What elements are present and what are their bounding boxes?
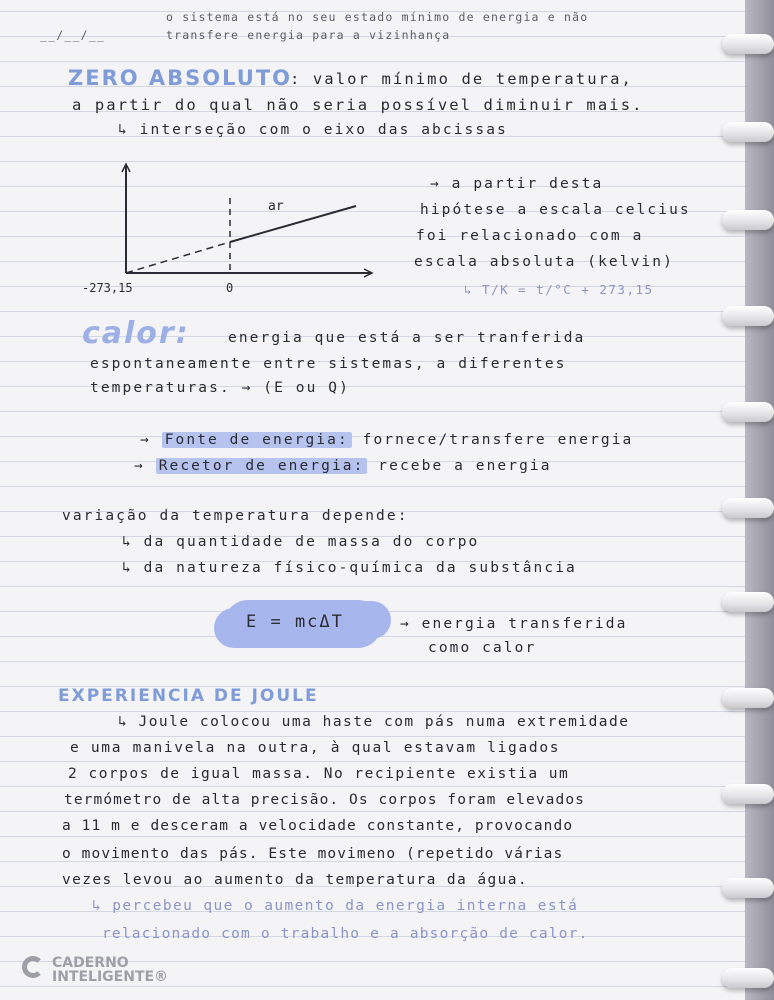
calor-def-2: espontaneamente entre sistemas, a diferentes [90, 356, 567, 372]
joule-conclusion-1: ↳ percebeu que o aumento da energia interna está [92, 898, 579, 914]
fonte-text: fornece/transfere energia [362, 432, 634, 448]
graph-note-3: foi relacionado com a [416, 228, 644, 244]
date-line: __/__/__ [40, 28, 105, 42]
binder-ring [722, 878, 774, 898]
arrow-right-icon: → [140, 432, 151, 448]
binder-ring [722, 688, 774, 708]
kelvin-formula: ↳ T/K = t/°C + 273,15 [464, 282, 654, 297]
x-label-zero: 0 [226, 281, 234, 295]
extrapolation-line [126, 242, 230, 273]
binder-ring [722, 306, 774, 326]
equation-note-1: → energia transferida [400, 616, 628, 632]
joule-line-3: 2 corpos de igual massa. No recipiente existia um [68, 766, 570, 782]
variacao-item-2: ↳ da natureza físico-química da substância [122, 560, 577, 576]
header-line-1: o sistema está no seu estado mínimo de energia e não [166, 10, 589, 24]
graph-note-1: → a partir desta [430, 176, 604, 192]
fonte-label: Fonte de energia: [162, 432, 352, 448]
joule-title: EXPERIENCIA DE JOULE [58, 686, 319, 706]
series-label-ar: ar [268, 199, 284, 214]
joule-line-4: termómetro de alta precisão. Os corpos foram elevados [64, 792, 585, 808]
joule-line-6: o movimento das pás. Este movimeno (repetido várias [62, 846, 564, 862]
recetor-row [134, 458, 552, 474]
variacao-item-1: ↳ da quantidade de massa do corpo [122, 534, 480, 550]
zero-absoluto-def-1: : valor mínimo de temperatura, [290, 70, 633, 88]
binder-ring [722, 592, 774, 612]
fonte-row [140, 432, 633, 448]
arrow-right-icon: → [134, 458, 145, 474]
binder-ring [722, 210, 774, 230]
recetor-text: recebe a energia [378, 458, 552, 474]
zero-absoluto-title: ZERO ABSOLUTO [68, 66, 293, 90]
header-line-2: transfere energia para a vizinhança [166, 28, 451, 42]
graph-note-2: hipótese a escala celcius [420, 202, 691, 218]
binder-ring [722, 122, 774, 142]
recetor-label: Recetor de energia: [156, 458, 368, 474]
calor-title: calor: [82, 316, 190, 351]
binder-ring [722, 498, 774, 518]
zero-absoluto-def-3: ↳ interseção com o eixo das abcissas [118, 122, 508, 138]
joule-line-2: e uma manivela na outra, à qual estavam ligados [70, 740, 561, 756]
binder-ring [722, 402, 774, 422]
logo-c-icon [22, 956, 44, 978]
equation-note-2: como calor [428, 640, 537, 656]
zero-absoluto-def-2: a partir do qual não seria possível diminuir mais. [72, 96, 644, 114]
binder-ring [722, 34, 774, 54]
joule-line-1: ↳ Joule colocou uma haste com pás numa extremidade [118, 714, 630, 730]
x-label-absolute-zero: -273,15 [82, 281, 133, 295]
calor-def-1: energia que está a ser tranferida [228, 330, 586, 346]
calor-def-3: temperaturas. → (E ou Q) [90, 380, 350, 396]
notebook-page: __/__/__ o sistema está no seu estado mínimo de energia e não transfere energia para a vizinhança ZERO ABSOLUTO : valor mínimo de temperatura, a partir do qual não seria possível diminuir mais. ↳ interseção com o eixo das abcissas ar -273,15 0 → a partir desta hipótese a escala celcius foi relacionado com a escala absoluta (kelvin) ↳ T/K = t/°C + 273,15 calor: energia que está a ser tranferida espontaneamente entre sistemas, a diferentes temperaturas. → (E ou Q) → Fonte de energia: fornece/transfere energia → Recetor de energia: recebe a energia variação da temperatura depende: ↳ da quantidade de massa do corpo ↳ da natureza físico-química da substância E = mcΔT → energia transferida como calor EXPERIENCIA DE JOULE ↳ Joule colocou uma haste com pás numa extremidade e uma manivela na outra, à qual estavam ligados 2 corpos de igual massa. No recipiente existia um termómetro de alta precisão. Os corpos foram elevados a 11 m e desceram a velocidade constante, provocando o movimento das pás. Este movimeno (repetido várias vezes levou ao aumento da temperatura da água. ↳ percebeu que o aumento da energia interna está relacionado com o trabalho e a absorção de calor. CADERNO INTELIGENTE® [0, 0, 745, 1000]
joule-line-7: vezes levou ao aumento da temperatura da água. [62, 872, 528, 888]
graph-note-4: escala absoluta (kelvin) [414, 254, 674, 270]
joule-conclusion-2: relacionado com o trabalho e a absorção de calor. [102, 926, 589, 942]
joule-line-5: a 11 m e desceram a velocidade constante, provocando [62, 818, 574, 834]
binder-ring [722, 784, 774, 804]
gas-line [230, 206, 356, 242]
binder-ring [722, 968, 774, 988]
temperature-graph [72, 160, 392, 300]
heat-equation: E = mcΔT [246, 612, 344, 632]
variacao-heading: variação da temperatura depende: [62, 508, 409, 524]
